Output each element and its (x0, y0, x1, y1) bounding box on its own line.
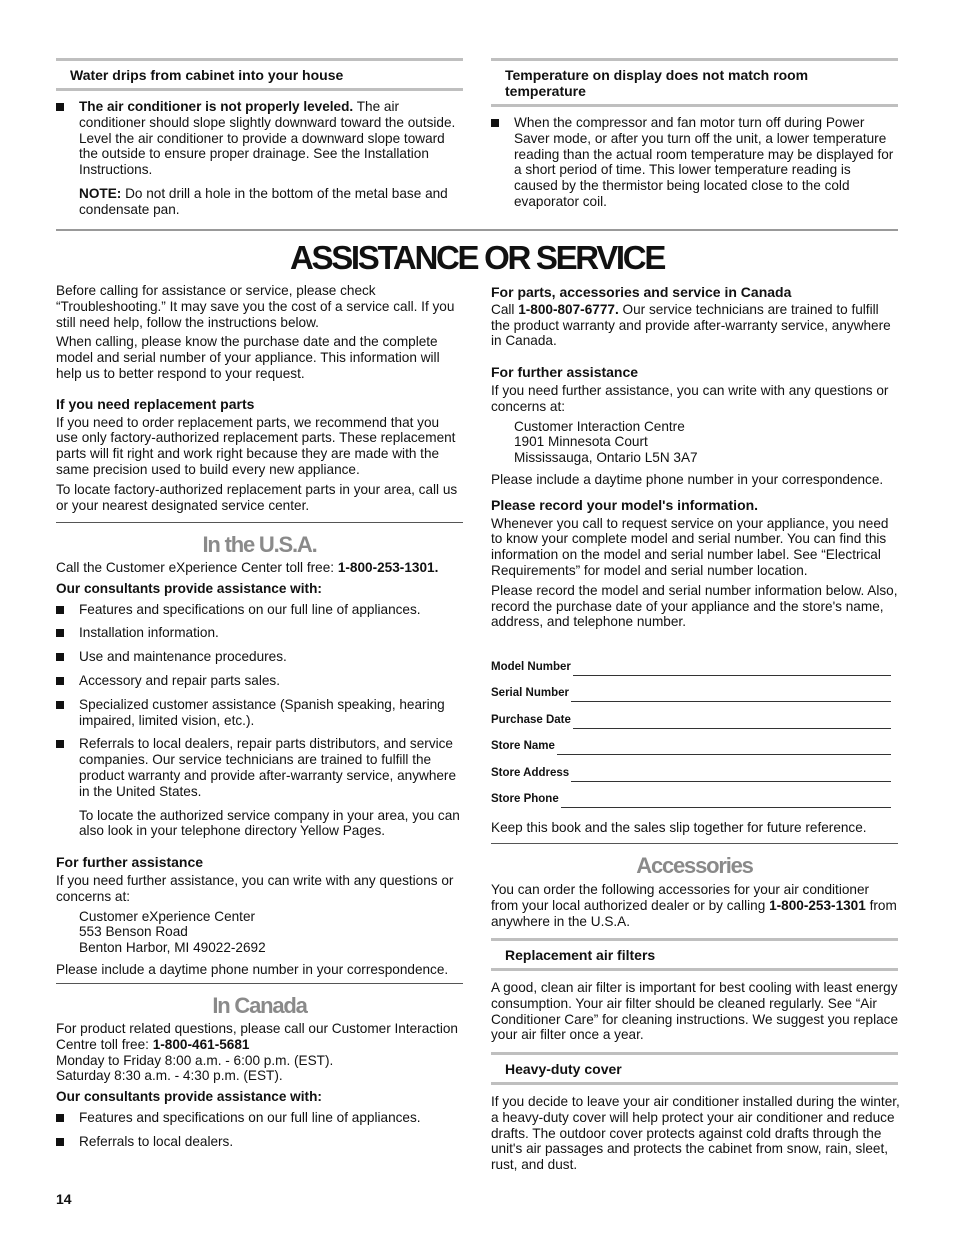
record-heading: Please record your model's information. (491, 496, 759, 513)
temperature-text: When the compressor and fan motor turn off during Power Saver mode, or after you turn off the unit, a lower temperature reading than the actual room temperature may be displayed for a short period of time. This lower temperature reading is caused by the thermistor being located close to the cold evaporator coil. (514, 115, 894, 209)
canada-parts-phone: 1-800-807-6777. (518, 301, 619, 317)
page-number: 14 (56, 1191, 72, 1207)
store-name-field[interactable] (491, 739, 891, 755)
canada-hours-saturday: Saturday 8:30 a.m. - 4:30 p.m. (EST). (56, 1068, 283, 1084)
canada-consultants-heading: Our consultants provide assistance with: (56, 1089, 322, 1105)
list-item (56, 1134, 463, 1150)
bullet-icon (56, 740, 64, 748)
canada-hours-weekday: Monday to Friday 8:00 a.m. - 6:00 p.m. (EST). (56, 1052, 334, 1068)
accessories-heading: Accessories (636, 853, 753, 878)
list-item-text: Referrals to local dealers. (79, 1133, 234, 1149)
intro-paragraph-2: When calling, please know the purchase date and the complete model and serial number of your appliance. This information will help us to better respond to your request. (56, 334, 440, 381)
cover-text: If you decide to leave your air conditioner installed during the winter, a heavy-duty cover will help protect your air conditioner and reduce drafts. The outdoor cover protects against cold drafts through the unit's air passages and protects the cabinet from snow, rain, sleet, rust, and dust. (491, 1094, 900, 1173)
record-paragraph-2: Please record the model and serial number information below. Also, record the purchase date of your appliance and the store's name, address, and telephone number. (491, 582, 898, 630)
right-phone-note: Please include a daytime phone number in your correspondence. (491, 471, 884, 487)
accessories-intro (491, 882, 898, 929)
bullet-icon (56, 653, 64, 661)
purchase-date-field[interactable] (491, 713, 891, 729)
accessories-text-part: You can order the following accessories for your air conditioner from your local authorized dealer or by calling (491, 882, 870, 913)
list-item (56, 736, 463, 799)
accessories-text-end: from anywhere in the U.S.A. (491, 897, 897, 929)
field-line[interactable] (573, 665, 891, 676)
address-line: Customer Interaction Centre (514, 418, 685, 434)
water-drips-content (56, 99, 463, 218)
bullet-icon (56, 1138, 64, 1146)
field-label: Store Name (491, 740, 555, 752)
bullet-icon (56, 701, 64, 709)
field-line[interactable] (571, 771, 891, 782)
list-item (56, 697, 463, 729)
store-phone-field[interactable] (491, 792, 891, 808)
water-drips-note (56, 186, 463, 218)
list-item-text: Use and maintenance procedures. (79, 649, 287, 665)
field-line[interactable] (573, 718, 891, 729)
address-line: Customer eXperience Center (79, 908, 256, 924)
bullet-icon (56, 1114, 64, 1122)
usa-list (56, 602, 463, 800)
usa-phone-note: Please include a daytime phone number in your correspondence. (56, 961, 449, 977)
list-item (56, 602, 463, 618)
usa-address (56, 909, 463, 956)
usa-further-text: If you need further assistance, you can write with any questions or concerns at: (56, 872, 454, 904)
field-label: Purchase Date (491, 714, 571, 726)
list-item (56, 99, 463, 178)
list-item (491, 115, 898, 210)
field-label: Store Phone (491, 793, 559, 805)
address-line: Benton Harbor, MI 49022-2692 (79, 940, 266, 956)
bullet-icon (56, 103, 64, 111)
temperature-title: Temperature on display does not match room temperature (505, 67, 809, 99)
list-item (56, 1110, 463, 1126)
title-rule (56, 229, 898, 231)
field-label: Store Address (491, 767, 570, 779)
filters-title: Replacement air filters (505, 947, 656, 963)
canada-list (56, 1110, 463, 1150)
store-address-field[interactable] (491, 766, 891, 782)
usa-further-heading: For further assistance (56, 854, 204, 871)
canada-call-text: For product related questions, please call our Customer Interaction Centre toll free: (56, 1021, 458, 1052)
field-line[interactable] (561, 797, 891, 808)
record-paragraph-1: Whenever you call to request service on your appliance, you need to know your complete model and serial number. You can find this information on the model and serial number label. See “Electrical Requirements” for model and serial number location. (491, 515, 889, 578)
list-item-text: Referrals to local dealers, repair parts distributors, and service companies. Our service technicians are trained to fulfill the product warranty and provide after-warranty service, anywhere in the United States. (79, 736, 457, 799)
canada-call (56, 1021, 463, 1053)
canada-parts-text (491, 302, 901, 349)
note-label: NOTE: (79, 185, 122, 201)
temperature-content (491, 115, 898, 210)
usa-heading: In the U.S.A. (202, 532, 317, 557)
right-column (491, 285, 901, 630)
field-label: Serial Number (491, 687, 569, 699)
accessories-rule (491, 843, 898, 844)
water-drips-text: The air conditioner should slope slightly downward toward the outside. Level the air conditioner to provide a downward slope toward the outside to ensure proper drainage. See the Installation Instructions. (79, 99, 456, 178)
filters-text: A good, clean air filter is important for best cooling with least energy consumption. Your air filter should be cleaned regularly. See “Air Conditioner Care” for cleaning instructions. We suggest you replace your air filter once a year. (491, 980, 899, 1043)
canada-phone-number: 1-800-461-5681 (152, 1036, 250, 1052)
note-text: Do not drill a hole in the bottom of the metal base and condensate pan. (79, 185, 448, 217)
water-drips-cause: The air conditioner is not properly leveled. (79, 99, 354, 114)
address-line: 553 Benson Road (79, 924, 188, 940)
page-title: ASSISTANCE OR SERVICE (289, 239, 665, 276)
left-column (56, 283, 463, 513)
list-item (56, 625, 463, 641)
replacement-parts-text: If you need to order replacement parts, we recommend that you use only factory-authorized replacement parts. These replacement parts will fit right and work right because they are made with the same precision used to build every new appliance. (56, 414, 456, 477)
replacement-parts-heading: If you need replacement parts (56, 395, 255, 412)
canada-parts-heading: For parts, accessories and service in Canada (491, 284, 792, 300)
bullet-icon (56, 629, 64, 637)
usa-locate-text: To locate the authorized service company in your area, you can also look in your telephone directory Yellow Pages. (79, 807, 460, 839)
serial-number-field[interactable] (491, 686, 891, 702)
canada-address (491, 419, 901, 466)
usa-call-text: Call the Customer eXperience Center toll free: (56, 560, 338, 575)
right-further-text: If you need further assistance, you can write with any questions or concerns at: (491, 382, 889, 414)
usa-section (56, 560, 463, 978)
list-item-text: Features and specifications on our full line of appliances. (79, 601, 421, 617)
field-line[interactable] (557, 744, 891, 755)
accessories-phone: 1-800-253-1301 (769, 897, 866, 913)
call-label: Call (491, 301, 519, 317)
usa-phone-number: 1-800-253-1301. (337, 560, 439, 575)
model-number-field[interactable] (491, 660, 891, 676)
canada-heading: In Canada (212, 993, 307, 1018)
address-line: 1901 Minnesota Court (514, 434, 648, 450)
bullet-icon (56, 606, 64, 614)
list-item (56, 673, 463, 689)
keep-note: Keep this book and the sales slip together for future reference. (491, 820, 867, 835)
address-line: Mississauga, Ontario L5N 3A7 (514, 450, 698, 466)
field-line[interactable] (571, 691, 891, 702)
list-item (56, 649, 463, 665)
cover-title: Heavy-duty cover (505, 1061, 622, 1077)
canada-rule (56, 983, 463, 984)
right-further-heading: For further assistance (491, 364, 639, 381)
list-item-text: Specialized customer assistance (Spanish speaking, hearing impaired, limited vision, etc.). (79, 696, 445, 728)
bullet-icon (56, 677, 64, 685)
usa-rule (56, 522, 463, 523)
list-item-text: Installation information. (79, 625, 219, 641)
water-drips-title: Water drips from cabinet into your house (70, 67, 344, 83)
accessories-text (491, 882, 898, 929)
list-item-text: Accessory and repair parts sales. (79, 672, 280, 688)
bullet-icon (491, 119, 499, 127)
usa-call (56, 560, 463, 576)
canada-section (56, 1021, 463, 1150)
list-item-text: Features and specifications on our full line of appliances. (79, 1109, 421, 1125)
locate-parts-text: To locate factory-authorized replacement parts in your area, call us or your nearest designated service center. (56, 481, 458, 513)
field-label: Model Number (491, 661, 571, 673)
usa-consultants-heading: Our consultants provide assistance with: (56, 580, 322, 596)
canada-parts-desc: Our service technicians are trained to fulfill the product warranty and provide after-warranty service, anywhere in Canada. (491, 301, 891, 349)
intro-paragraph-1: Before calling for assistance or service, please check “Troubleshooting.” It may save you the cost of a service call. If you still need help, follow the instructions below. (56, 283, 455, 330)
